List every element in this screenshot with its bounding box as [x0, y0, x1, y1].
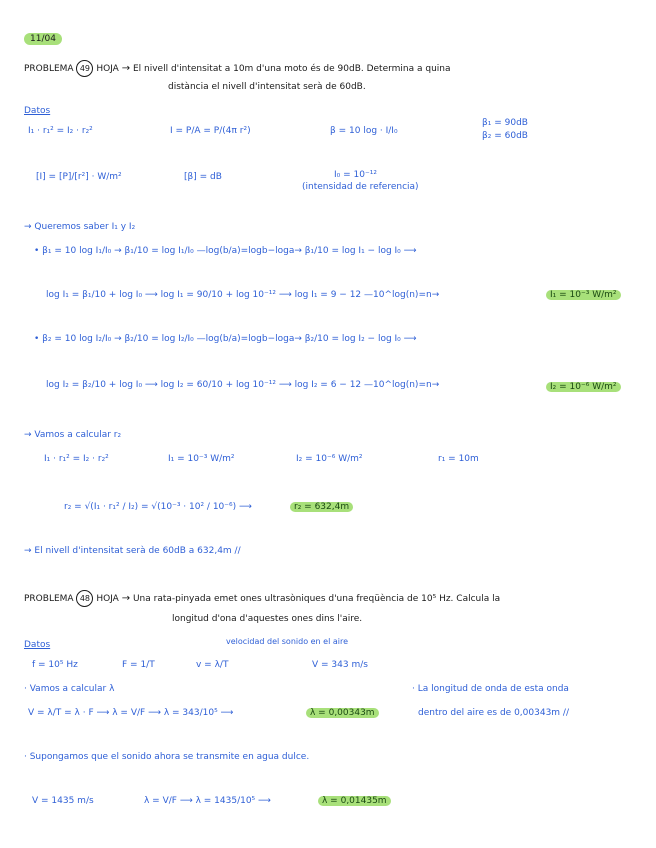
eq-lambda: V = λ/T = λ · F ⟶ λ = V/F ⟶ λ = 343/10⁵ ⟶: [28, 708, 234, 718]
reference-intensity: I₀ = 10⁻¹²: [334, 170, 377, 180]
problem-number: 49: [76, 60, 93, 77]
units-beta: [β] = dB: [184, 172, 222, 182]
problem-49-title: PROBLEMA 49 HOJA → El nivell d'intensitat a 10m d'una moto és de 90dB. Determina a quina: [24, 60, 451, 77]
reference-intensity-note: (intensidad de referencia): [302, 182, 419, 192]
result-lambda-water-badge: [318, 796, 391, 807]
date-text: 11/04: [24, 33, 62, 45]
eq-intensity-definition: I = P/A = P/(4π r²): [170, 126, 251, 136]
eq-beta-definition: β = 10 log · I/I₀: [330, 126, 398, 136]
conclusion-49: → El nivell d'intensitat serà de 60dB a 632,4m //: [24, 546, 241, 556]
result-lambda: λ = 0,00343m: [306, 708, 379, 718]
answer-line-1: · La longitud de onda de esta onda: [412, 684, 569, 694]
value-I2: I₂ = 10⁻⁶ W/m²: [296, 454, 363, 464]
frequency-definition: F = 1/T: [122, 660, 155, 670]
datos-label: Datos: [24, 106, 51, 116]
velocity-definition: v = λ/T: [196, 660, 229, 670]
sheet-label: HOJA: [96, 594, 119, 604]
beta1-value: β₁ = 90dB: [482, 118, 528, 128]
beta2-value: β₂ = 60dB: [482, 131, 528, 141]
statement-line-2: longitud d'ona d'aquestes ones dins l'aire.: [172, 614, 363, 624]
eq-r-ratio: I₁ · r₁² = I₂ · r₂²: [44, 454, 109, 464]
answer-line-2: dentro del aire es de 0,00343m //: [418, 708, 569, 718]
calc-lambda-heading: · Vamos a calcular λ: [24, 684, 115, 694]
step-beta2-line-a: • β₂ = 10 log I₂/I₀ → β₂/10 = log I₂/I₀ —log(b/a)=logb−loga→ β₂/10 = log I₂ − log I₀ ⟶: [34, 334, 417, 344]
speed-note: velocidad del sonido en el aire: [226, 637, 349, 646]
calc-r2-heading: → Vamos a calcular r₂: [24, 430, 122, 440]
datos-label-48: Datos: [24, 640, 51, 650]
result-lambda-badge: [306, 708, 379, 719]
statement-line-1: Una rata-pinyada emet ones ultrasòniques d'una freqüència de 10⁵ Hz. Calcula la: [132, 594, 501, 604]
step-beta1-line-a: • β₁ = 10 log I₁/I₀ → β₁/10 = log I₁/I₀ —log(b/a)=logb−loga→ β₁/10 = log I₁ − log I₀ ⟶: [34, 246, 417, 256]
statement-line-1: El nivell d'intensitat a 10m d'una moto és de 90dB. Determina a quina: [132, 64, 451, 74]
value-r1: r₁ = 10m: [438, 454, 479, 464]
statement-line-2: distància el nivell d'intensitat serà de 60dB.: [168, 82, 366, 92]
step-beta1-line-b: log I₁ = β₁/10 + log I₀ ⟶ log I₁ = 90/10 + log 10⁻¹² ⟶ log I₁ = 9 − 12 —10^log(n)=n→: [46, 290, 440, 300]
date-badge: [24, 34, 62, 45]
velocity-water: V = 1435 m/s: [32, 796, 94, 806]
eq-r2: r₂ = √(I₁ · r₁² / I₂) = √(10⁻³ · 10² / 10⁻⁶) ⟶: [64, 502, 252, 512]
problem-label: PROBLEMA: [24, 64, 74, 74]
result-I2: I₂ = 10⁻⁶ W/m²: [546, 382, 621, 392]
eq-lambda-water: λ = V/F ⟶ λ = 1435/10⁵ ⟶: [144, 796, 271, 806]
result-I1-badge: [546, 290, 621, 301]
velocity-air: V = 343 m/s: [312, 660, 368, 670]
result-r2: r₂ = 632,4m: [290, 502, 353, 512]
want-heading: → Queremos saber I₁ y I₂: [24, 222, 136, 232]
result-lambda-water: λ = 0,01435m: [318, 796, 391, 806]
eq-intensity-ratio: I₁ · r₁² = I₂ · r₂²: [28, 126, 93, 136]
result-I1: I₁ = 10⁻³ W/m²: [546, 290, 621, 300]
value-I1: I₁ = 10⁻³ W/m²: [168, 454, 235, 464]
step-beta2-line-b: log I₂ = β₂/10 + log I₀ ⟶ log I₂ = 60/10 + log 10⁻¹² ⟶ log I₂ = 6 − 12 —10^log(n)=n→: [46, 380, 440, 390]
problem-48-title: PROBLEMA 48 HOJA → Una rata-pinyada emet ones ultrasòniques d'una freqüència de 10⁵ Hz. Calcula la: [24, 590, 500, 607]
result-r2-badge: [290, 502, 353, 513]
sheet-label: HOJA: [96, 64, 119, 74]
problem-label: PROBLEMA: [24, 594, 74, 604]
suppose-water: · Supongamos que el sonido ahora se transmite en agua dulce.: [24, 752, 310, 762]
result-I2-badge: [546, 382, 621, 393]
units-intensity: [I] = [P]/[r²] · W/m²: [36, 172, 122, 182]
problem-number: 48: [76, 590, 93, 607]
frequency-value: f = 10⁵ Hz: [32, 660, 78, 670]
